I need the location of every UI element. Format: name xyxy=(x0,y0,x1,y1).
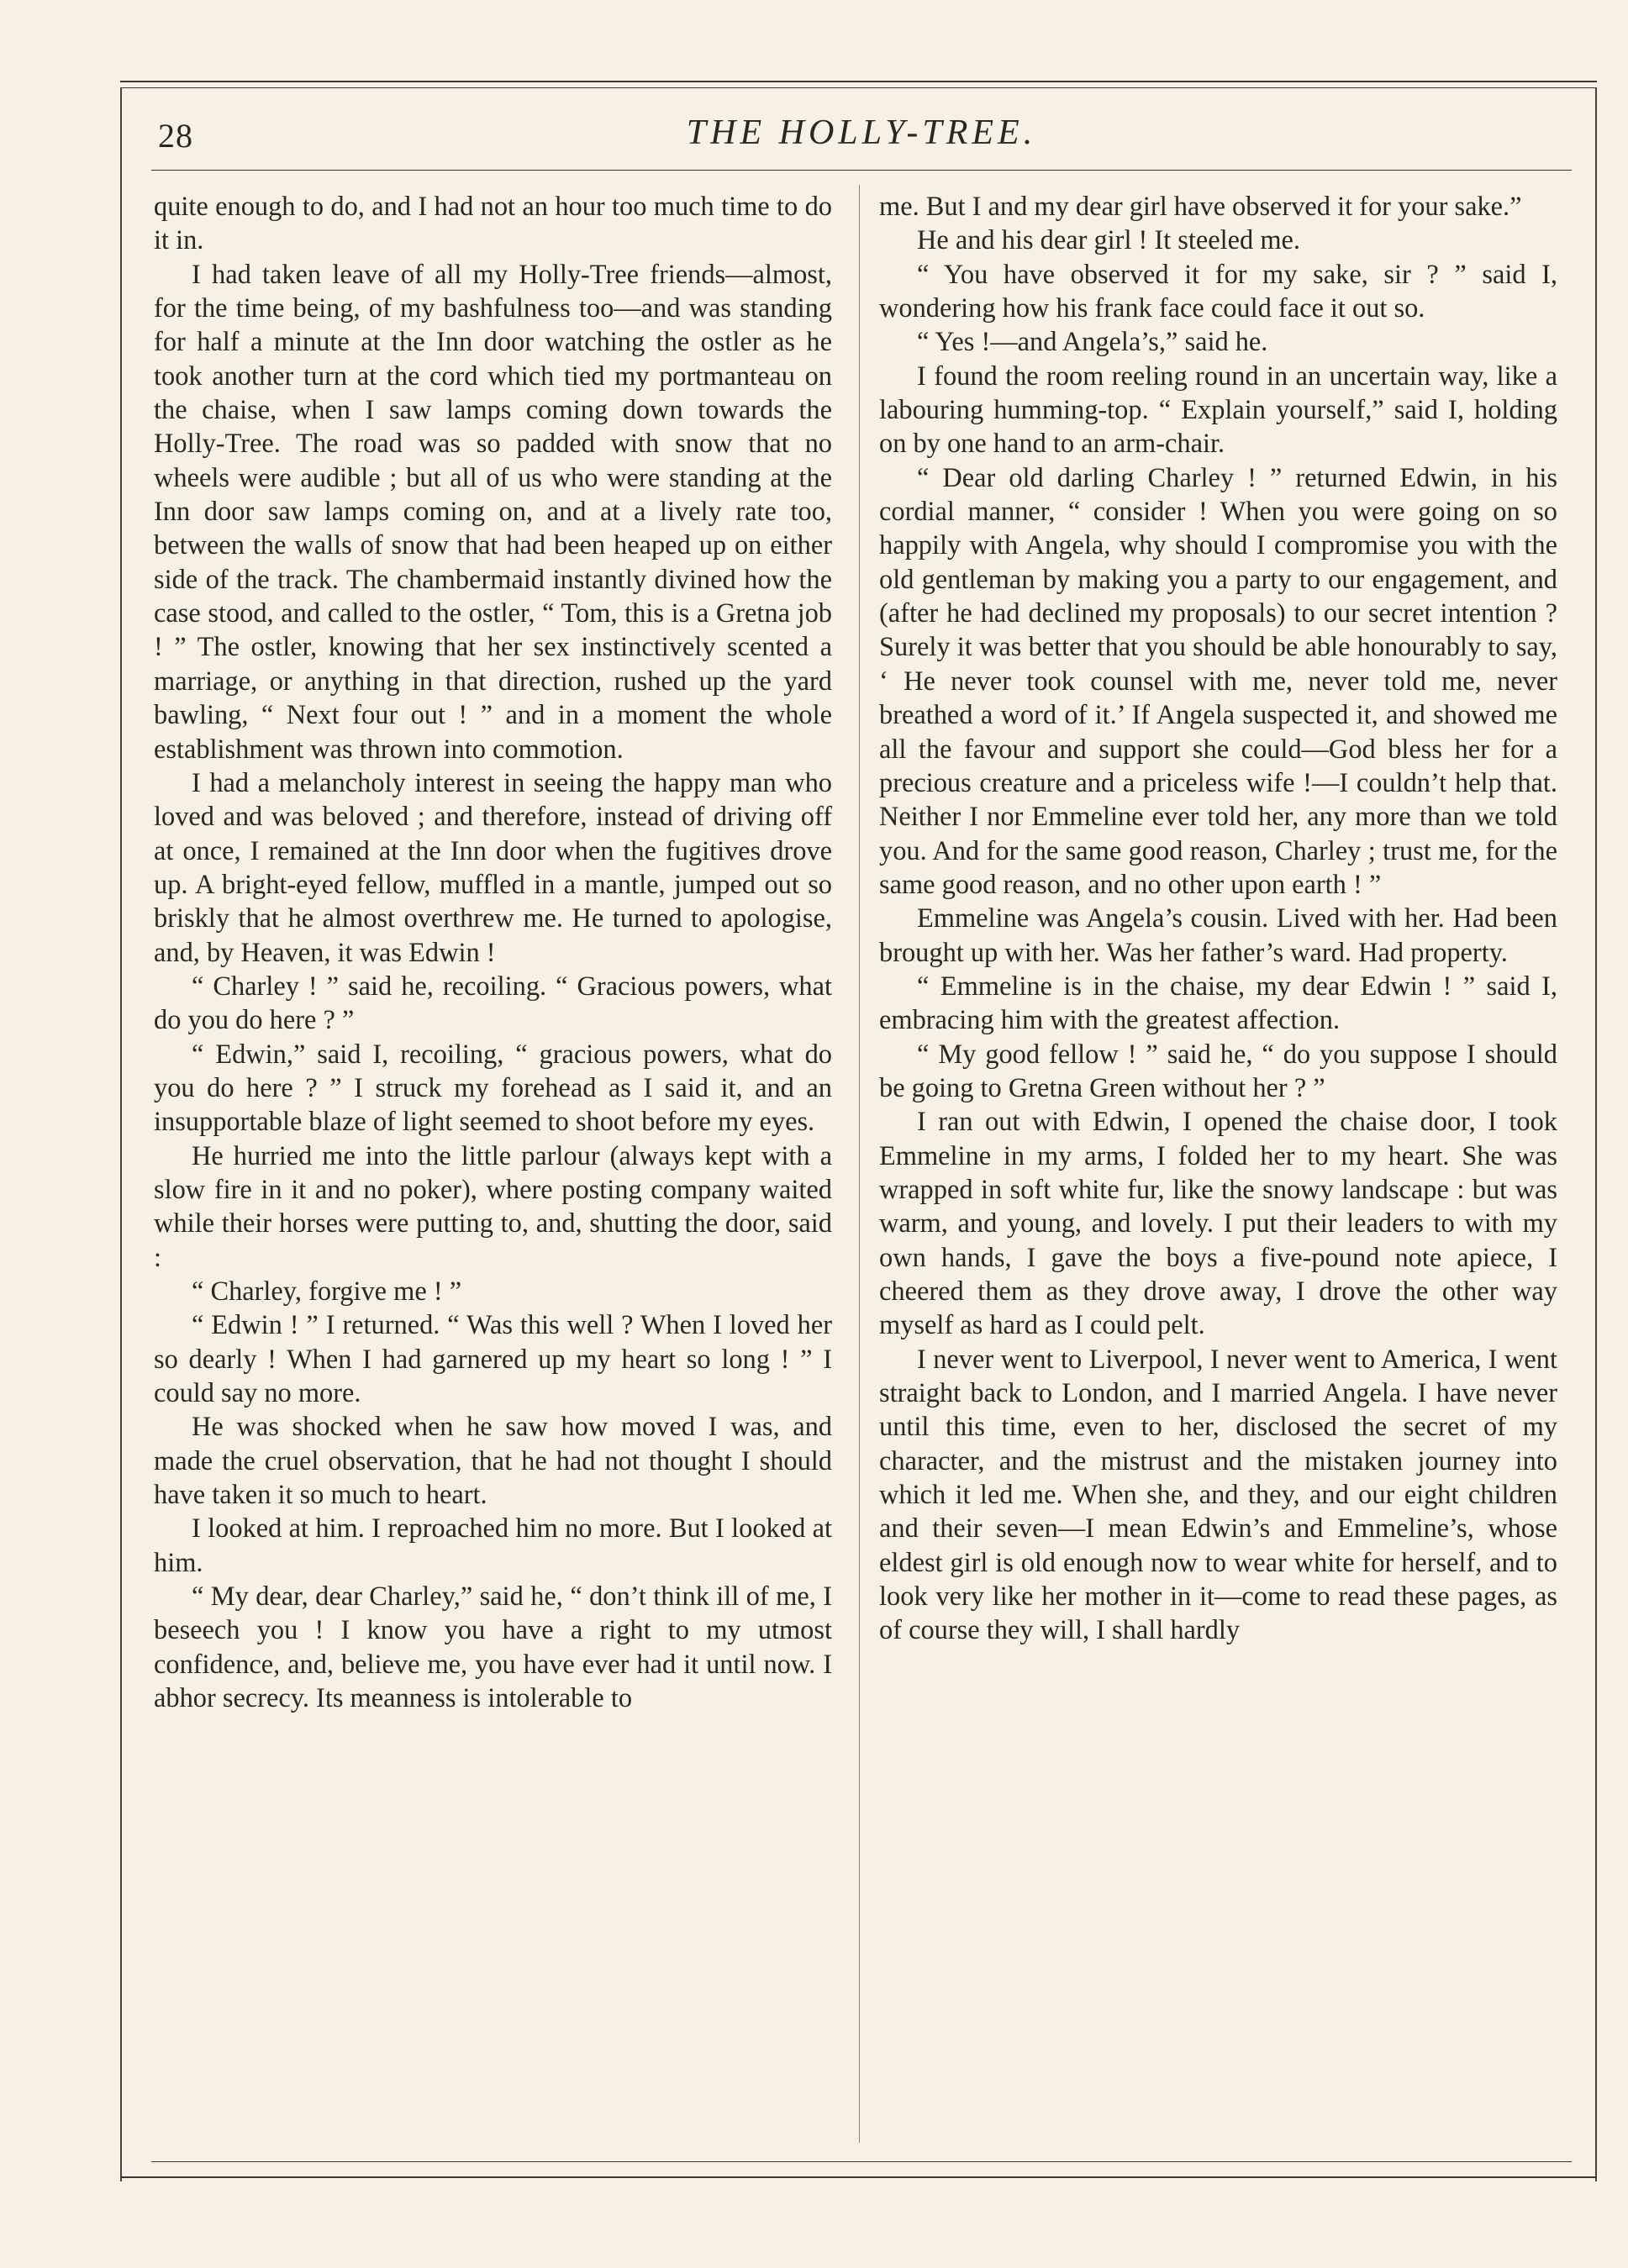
paragraph: me. But I and my dear girl have observed it for your sake.” xyxy=(879,192,1522,222)
header-rule xyxy=(151,170,1572,171)
page-number: 28 xyxy=(158,117,193,155)
footer-rule-inner xyxy=(151,2161,1572,2162)
paragraph: “ My good fellow ! ” said he, “ do you suppose I should be going to Gretna Green without her ? ” xyxy=(879,1039,1557,1103)
paragraph: I had a melancholy interest in seeing the happy man who loved and was beloved ; and therefore, instead of driving off at once, I remained at the Inn door when the fugitives drove up. A bright-eyed fellow, muffled in a mantle, jumped out so briskly that he almost overthrew me. He turned to apologise, and, by Heaven, it was Edwin ! xyxy=(154,767,832,968)
column-divider xyxy=(859,185,860,2143)
paragraph: Emmeline was Angela’s cousin. Lived with her. Had been brought up with her. Was her father’s ward. Had property. xyxy=(879,903,1557,968)
paragraph: quite enough to do, and I had not an hour too much time to do it in. xyxy=(154,192,832,256)
paragraph: I looked at him. I reproached him no more. But I looked at him. xyxy=(154,1513,832,1578)
paragraph: “ Yes !—and Angela’s,” said he. xyxy=(917,327,1268,358)
right-column xyxy=(879,190,1557,2148)
running-title: THE HOLLY-TREE. xyxy=(686,113,1037,152)
paragraph: He hurried me into the little parlour (always kept with a slow fire in it and no poker), where posting company waited while their horses were putting to, and, shutting the door, said : xyxy=(154,1140,832,1273)
paragraph: “ You have observed it for my sake, sir ? ” said I, wondering how his frank face could face it out so. xyxy=(879,259,1557,324)
paragraph: He was shocked when he saw how moved I was, and made the cruel observation, that he had not thought I should have taken it so much to heart. xyxy=(154,1412,832,1511)
paragraph: “ Charley ! ” said he, recoiling. “ Gracious powers, what do you do here ? ” xyxy=(154,971,832,1036)
paragraph: He and his dear girl ! It steeled me. xyxy=(917,225,1300,256)
paragraph: I had taken leave of all my Holly-Tree friends—almost, for the time being, of my bashfulness too—and was standing for half a minute at the Inn door watching the ostler as he took another turn at the cord which tied my portmanteau on the chaise, when I saw lamps coming down towards the Holly-Tree. The road was so padded with snow that no wheels were audible ; but all of us who were standing at the Inn door saw lamps coming on, and at a lively rate too, between the walls of snow that had been heaped up on either side of the track. The chambermaid instantly divined how the case stood, and called to the ostler, “ Tom, this is a Gretna job ! ” The ostler, knowing that her sex instinctively scented a marriage, or anything in that direction, rushed up the yard bawling, “ Next four out ! ” and in a moment the whole establishment was thrown into commotion. xyxy=(154,259,832,765)
paragraph: I ran out with Edwin, I opened the chaise door, I took Emmeline in my arms, I folded her to my heart. She was wrapped in soft white fur, like the snowy landscape : but was warm, and young, and lovely. I put their leaders to with my own hands, I gave the boys a five-pound note apiece, I cheered them as they drove away, I drove the other way myself as hard as I could pelt. xyxy=(879,1107,1557,1341)
paragraph: “ Edwin ! ” I returned. “ Was this well ? When I loved her so dearly ! When I had garnered up my heart so long ! ” I could say no more. xyxy=(154,1310,832,1409)
paragraph: I never went to Liverpool, I never went to America, I went straight back to London, and I married Angela. I have never until this time, even to her, disclosed the secret of my character, and the mistrust and the mistaken journey into which it led me. When she, and they, and our eight children and their seven—I mean Edwin’s and Emmeline’s, whose eldest girl is old enough now to wear white for herself, and to look very like her mother in it—come to read these pages, as of course they will, I shall hardly xyxy=(879,1344,1557,1646)
paragraph: I found the room reeling round in an uncertain way, like a labouring humming-top. “ Explain yourself,” said I, holding on by one hand to an arm-chair. xyxy=(879,360,1557,460)
paragraph: “ Charley, forgive me ! ” xyxy=(192,1276,462,1307)
top-rule-outer xyxy=(120,81,1597,82)
footer-rule-outer xyxy=(120,2176,1597,2178)
paragraph: “ Edwin,” said I, recoiling, “ gracious powers, what do you do here ? ” I struck my forehead as I said it, and an insupportable blaze of light seemed to shoot before my eyes. xyxy=(154,1039,832,1138)
paragraph: “ Emmeline is in the chaise, my dear Edwin ! ” said I, embracing him with the greatest affection. xyxy=(879,971,1557,1036)
paragraph: “ My dear, dear Charley,” said he, “ don’t think ill of me, I beseech you ! I know you have a right to my utmost confidence, and, believe me, you have ever had it until now. I abhor secrecy. Its meanness is intolerable to xyxy=(154,1581,832,1714)
page-header xyxy=(151,113,1572,163)
left-column xyxy=(154,190,832,2148)
paragraph: “ Dear old darling Charley ! ” returned Edwin, in his cordial manner, “ consider ! When you were going on so happily with Angela, why should I compromise you with the old gentleman by making you a party to our engagement, and (after he had declined my proposals) to our secret intention ? Surely it was better that you should be able honourably to say, ‘ He never took counsel with me, never told me, never breathed a word of it.’ If Angela suspected it, and showed me all the favour and support she could—God bless her for a precious creature and a priceless wife !—I couldn’t help that. Neither I nor Emmeline ever told her, any more than we told you. And for the same good reason, Charley ; trust me, for the same good reason, and no other upon earth ! ” xyxy=(879,462,1557,900)
